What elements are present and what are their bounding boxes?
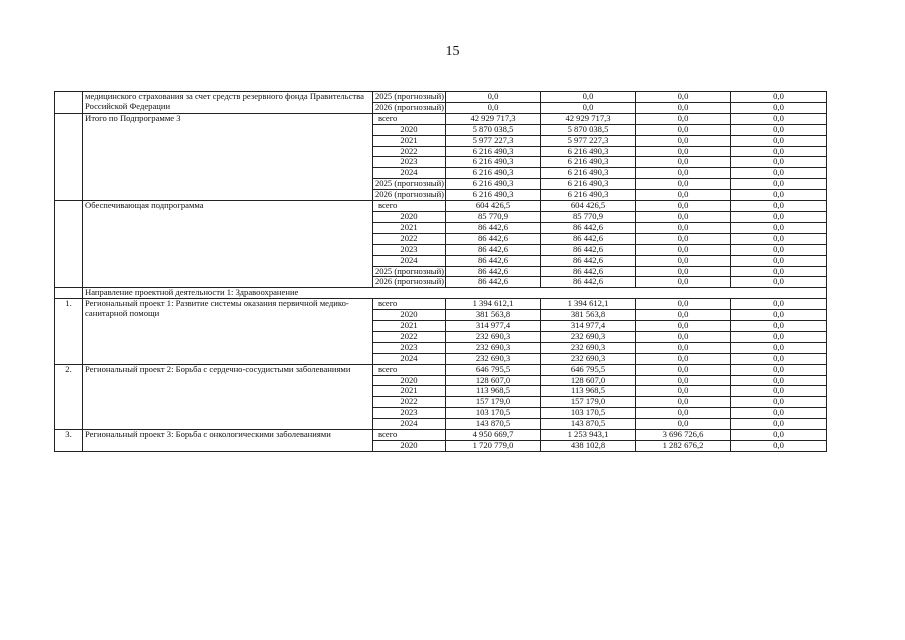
value-cell-v4: 0,0: [731, 331, 827, 342]
value-cell-v4: 0,0: [731, 146, 827, 157]
value-cell-v1: 42 929 717,3: [446, 113, 541, 124]
year-cell: всего: [373, 113, 446, 124]
value-cell-v2: 5 870 038,5: [541, 124, 636, 135]
value-cell-v4: 0,0: [731, 310, 827, 321]
value-cell-v2: 438 102,8: [541, 441, 636, 452]
value-cell-v1: 113 968,5: [446, 386, 541, 397]
value-cell-v2: 6 216 490,3: [541, 157, 636, 168]
value-cell-v3: 0,0: [636, 211, 731, 222]
value-cell-v4: 0,0: [731, 441, 827, 452]
value-cell-v3: 0,0: [636, 331, 731, 342]
year-cell: 2024: [373, 168, 446, 179]
section-row: [55, 288, 827, 299]
budget-table-body: [55, 92, 827, 452]
table-row: [55, 430, 827, 441]
item-name: Региональный проект 1: Развитие системы оказания первичной медико-санитарной помощи: [83, 299, 373, 364]
year-cell: 2022: [373, 331, 446, 342]
value-cell-v2: 232 690,3: [541, 331, 636, 342]
value-cell-v3: 0,0: [636, 157, 731, 168]
value-cell-v1: 646 795,5: [446, 364, 541, 375]
value-cell-v3: 0,0: [636, 342, 731, 353]
value-cell-v2: 646 795,5: [541, 364, 636, 375]
value-cell-v1: 314 977,4: [446, 321, 541, 332]
value-cell-v1: 6 216 490,3: [446, 146, 541, 157]
year-cell: 2026 (прогнозный): [373, 190, 446, 201]
value-cell-v1: 86 442,6: [446, 277, 541, 288]
value-cell-v2: 86 442,6: [541, 244, 636, 255]
value-cell-v2: 232 690,3: [541, 353, 636, 364]
value-cell-v2: 143 870,5: [541, 419, 636, 430]
year-cell: 2024: [373, 255, 446, 266]
value-cell-v1: 5 870 038,5: [446, 124, 541, 135]
value-cell-v2: 42 929 717,3: [541, 113, 636, 124]
value-cell-v3: 0,0: [636, 310, 731, 321]
value-cell-v3: 0,0: [636, 201, 731, 212]
value-cell-v4: 0,0: [731, 386, 827, 397]
value-cell-v3: 3 696 726,6: [636, 430, 731, 441]
value-cell-v1: 381 563,8: [446, 310, 541, 321]
year-cell: 2023: [373, 342, 446, 353]
value-cell-v1: 6 216 490,3: [446, 179, 541, 190]
year-cell: 2020: [373, 124, 446, 135]
value-cell-v3: 0,0: [636, 102, 731, 113]
year-cell: 2022: [373, 146, 446, 157]
value-cell-v4: 0,0: [731, 201, 827, 212]
value-cell-v1: 232 690,3: [446, 331, 541, 342]
value-cell-v2: 86 442,6: [541, 266, 636, 277]
value-cell-v1: 86 442,6: [446, 233, 541, 244]
value-cell-v2: 86 442,6: [541, 222, 636, 233]
value-cell-v4: 0,0: [731, 244, 827, 255]
item-name: Региональный проект 3: Борьба с онкологическими заболеваниями: [83, 430, 373, 452]
value-cell-v3: 0,0: [636, 266, 731, 277]
value-cell-v3: 0,0: [636, 146, 731, 157]
value-cell-v1: 232 690,3: [446, 353, 541, 364]
year-cell: 2026 (прогнозный): [373, 277, 446, 288]
value-cell-v2: 86 442,6: [541, 255, 636, 266]
row-number: [55, 201, 83, 288]
value-cell-v4: 0,0: [731, 375, 827, 386]
year-cell: всего: [373, 364, 446, 375]
value-cell-v4: 0,0: [731, 408, 827, 419]
value-cell-v1: 6 216 490,3: [446, 168, 541, 179]
value-cell-v3: 0,0: [636, 419, 731, 430]
value-cell-v4: 0,0: [731, 211, 827, 222]
value-cell-v1: 6 216 490,3: [446, 190, 541, 201]
value-cell-v2: 157 179,0: [541, 397, 636, 408]
value-cell-v2: 1 394 612,1: [541, 299, 636, 310]
value-cell-v2: 86 442,6: [541, 277, 636, 288]
year-cell: 2020: [373, 441, 446, 452]
value-cell-v1: 86 442,6: [446, 244, 541, 255]
value-cell-v3: 0,0: [636, 233, 731, 244]
year-cell: 2025 (прогнозный): [373, 92, 446, 103]
value-cell-v3: 1 282 676,2: [636, 441, 731, 452]
value-cell-v3: 0,0: [636, 353, 731, 364]
value-cell-v3: 0,0: [636, 321, 731, 332]
value-cell-v4: 0,0: [731, 266, 827, 277]
value-cell-v3: 0,0: [636, 277, 731, 288]
value-cell-v4: 0,0: [731, 179, 827, 190]
row-number: 1.: [55, 299, 83, 364]
value-cell-v2: 5 977 227,3: [541, 135, 636, 146]
value-cell-v1: 86 442,6: [446, 222, 541, 233]
year-cell: всего: [373, 201, 446, 212]
value-cell-v1: 103 170,5: [446, 408, 541, 419]
value-cell-v2: 113 968,5: [541, 386, 636, 397]
value-cell-v2: 85 770,9: [541, 211, 636, 222]
value-cell-v3: 0,0: [636, 408, 731, 419]
value-cell-v4: 0,0: [731, 277, 827, 288]
value-cell-v3: 0,0: [636, 135, 731, 146]
value-cell-v1: 128 607,0: [446, 375, 541, 386]
value-cell-v1: 85 770,9: [446, 211, 541, 222]
value-cell-v4: 0,0: [731, 233, 827, 244]
row-number: 2.: [55, 364, 83, 429]
value-cell-v3: 0,0: [636, 92, 731, 103]
table-row: [55, 364, 827, 375]
value-cell-v1: 1 394 612,1: [446, 299, 541, 310]
value-cell-v2: 6 216 490,3: [541, 190, 636, 201]
value-cell-v2: 314 977,4: [541, 321, 636, 332]
value-cell-v3: 0,0: [636, 375, 731, 386]
value-cell-v2: 1 253 943,1: [541, 430, 636, 441]
value-cell-v1: 157 179,0: [446, 397, 541, 408]
year-cell: всего: [373, 299, 446, 310]
value-cell-v2: 232 690,3: [541, 342, 636, 353]
value-cell-v1: 86 442,6: [446, 255, 541, 266]
year-cell: 2024: [373, 419, 446, 430]
value-cell-v3: 0,0: [636, 299, 731, 310]
value-cell-v3: 0,0: [636, 168, 731, 179]
year-cell: 2021: [373, 222, 446, 233]
year-cell: 2023: [373, 408, 446, 419]
value-cell-v4: 0,0: [731, 364, 827, 375]
value-cell-v3: 0,0: [636, 190, 731, 201]
section-title: Направление проектной деятельности 1: Здравоохранение: [83, 288, 827, 299]
year-cell: 2025 (прогнозный): [373, 266, 446, 277]
value-cell-v4: 0,0: [731, 135, 827, 146]
value-cell-v4: 0,0: [731, 113, 827, 124]
value-cell-v4: 0,0: [731, 321, 827, 332]
year-cell: 2020: [373, 211, 446, 222]
year-cell: 2020: [373, 310, 446, 321]
year-cell: 2021: [373, 321, 446, 332]
item-name: медицинского страхования за счет средств резервного фонда Правительства Российской Федерации: [83, 92, 373, 114]
value-cell-v3: 0,0: [636, 124, 731, 135]
section-num-cell: [55, 288, 83, 299]
value-cell-v2: 103 170,5: [541, 408, 636, 419]
table-row: [55, 299, 827, 310]
year-cell: 2023: [373, 157, 446, 168]
value-cell-v2: 6 216 490,3: [541, 179, 636, 190]
table-row: [55, 92, 827, 103]
value-cell-v3: 0,0: [636, 255, 731, 266]
value-cell-v2: 0,0: [541, 92, 636, 103]
year-cell: 2020: [373, 375, 446, 386]
value-cell-v2: 86 442,6: [541, 233, 636, 244]
value-cell-v1: 4 950 669,7: [446, 430, 541, 441]
value-cell-v4: 0,0: [731, 397, 827, 408]
value-cell-v2: 6 216 490,3: [541, 168, 636, 179]
year-cell: 2021: [373, 135, 446, 146]
value-cell-v3: 0,0: [636, 222, 731, 233]
value-cell-v3: 0,0: [636, 113, 731, 124]
value-cell-v1: 1 720 779,0: [446, 441, 541, 452]
value-cell-v1: 0,0: [446, 92, 541, 103]
value-cell-v2: 6 216 490,3: [541, 146, 636, 157]
value-cell-v3: 0,0: [636, 364, 731, 375]
value-cell-v4: 0,0: [731, 342, 827, 353]
year-cell: 2026 (прогнозный): [373, 102, 446, 113]
value-cell-v4: 0,0: [731, 419, 827, 430]
value-cell-v4: 0,0: [731, 255, 827, 266]
value-cell-v1: 604 426,5: [446, 201, 541, 212]
value-cell-v4: 0,0: [731, 190, 827, 201]
item-name: Итого по Подпрограмме 3: [83, 113, 373, 200]
table-row: [55, 113, 827, 124]
item-name: Обеспечивающая подпрограмма: [83, 201, 373, 288]
value-cell-v1: 143 870,5: [446, 419, 541, 430]
value-cell-v4: 0,0: [731, 222, 827, 233]
value-cell-v3: 0,0: [636, 179, 731, 190]
budget-table: [54, 91, 827, 452]
value-cell-v1: 6 216 490,3: [446, 157, 541, 168]
table-row: [55, 201, 827, 212]
value-cell-v2: 0,0: [541, 102, 636, 113]
year-cell: 2021: [373, 386, 446, 397]
value-cell-v4: 0,0: [731, 299, 827, 310]
value-cell-v1: 5 977 227,3: [446, 135, 541, 146]
year-cell: 2024: [373, 353, 446, 364]
value-cell-v1: 86 442,6: [446, 266, 541, 277]
value-cell-v2: 604 426,5: [541, 201, 636, 212]
year-cell: 2025 (прогнозный): [373, 179, 446, 190]
value-cell-v3: 0,0: [636, 386, 731, 397]
value-cell-v2: 381 563,8: [541, 310, 636, 321]
value-cell-v4: 0,0: [731, 92, 827, 103]
page-number: 15: [445, 44, 460, 59]
year-cell: всего: [373, 430, 446, 441]
row-number: 3.: [55, 430, 83, 452]
value-cell-v4: 0,0: [731, 102, 827, 113]
value-cell-v4: 0,0: [731, 168, 827, 179]
value-cell-v3: 0,0: [636, 397, 731, 408]
row-number: [55, 113, 83, 200]
value-cell-v1: 232 690,3: [446, 342, 541, 353]
year-cell: 2022: [373, 397, 446, 408]
year-cell: 2022: [373, 233, 446, 244]
value-cell-v4: 0,0: [731, 124, 827, 135]
row-number: [55, 92, 83, 114]
item-name: Региональный проект 2: Борьба с сердечно-сосудистыми заболеваниями: [83, 364, 373, 429]
value-cell-v4: 0,0: [731, 353, 827, 364]
year-cell: 2023: [373, 244, 446, 255]
value-cell-v3: 0,0: [636, 244, 731, 255]
value-cell-v2: 128 607,0: [541, 375, 636, 386]
value-cell-v4: 0,0: [731, 430, 827, 441]
value-cell-v4: 0,0: [731, 157, 827, 168]
value-cell-v1: 0,0: [446, 102, 541, 113]
